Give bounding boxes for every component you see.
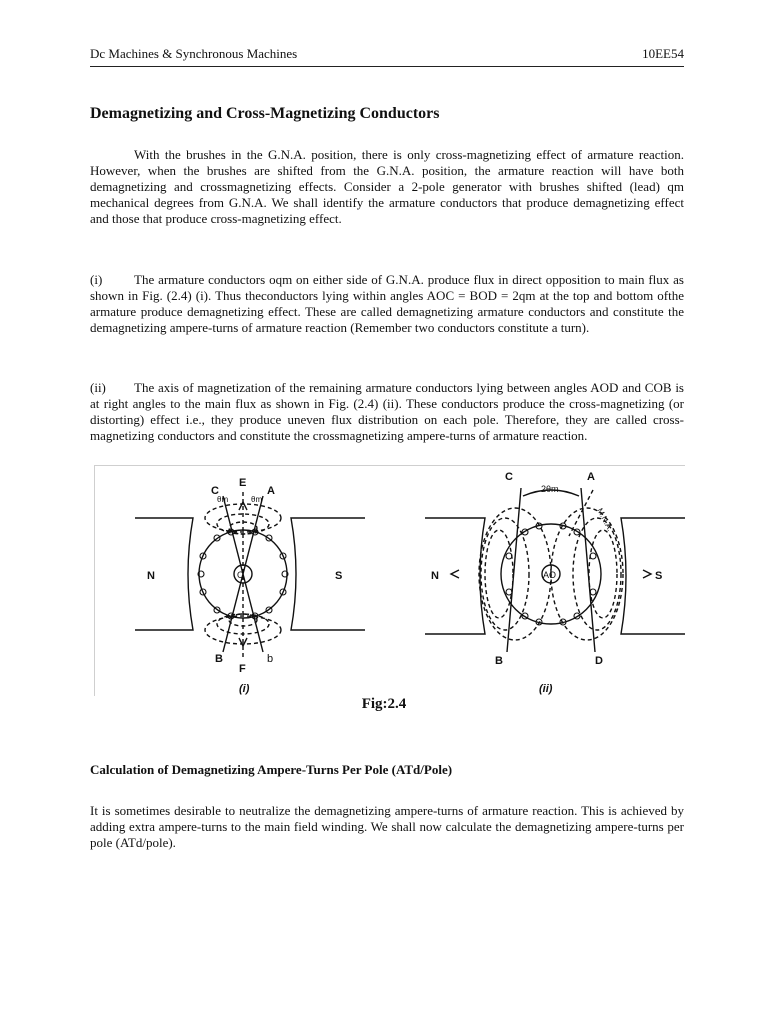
sublabel-i: (i) [239, 683, 250, 695]
figure-caption: Fig:2.4 [361, 696, 407, 712]
flux-loop-left-3 [479, 508, 551, 640]
pole-s-label-i: S [335, 570, 343, 582]
label-f-i: F [239, 663, 246, 675]
brush-axis-ad-ii [581, 488, 595, 652]
point-i-marker: (i) [90, 272, 103, 287]
pole-s-shape-ii [621, 518, 685, 634]
label-angle-ii: 2θm [541, 484, 559, 494]
pole-n-label-ii: N [431, 570, 439, 582]
point-ii-marker: (ii) [90, 380, 106, 395]
label-b-small-i: b [267, 653, 274, 665]
subsection-heading: Calculation of Demagnetizing Ampere-Turns Per Pole (ATd/Pole) [90, 762, 453, 777]
header-course-title: Dc Machines & Synchronous Machines [90, 46, 298, 61]
mna-axis-ii [569, 490, 593, 536]
point-ii-paragraph [90, 380, 684, 444]
pole-n-label-i: N [147, 570, 155, 582]
pole-s-label-ii: S [655, 570, 663, 582]
intro-paragraph: With the brushes in the G.N.A. position, there is only cross-magnetizing effect of armature reaction. However, when the brushes are shifted from the G.N.A. position, the armature reaction will have both demagnetizing and crossmagnetizing effects. Consider a 2-pole generator with brushes shifted (lead) qm mechanical degrees from G.N.A. We shall identify the armature conductors that produce demagnetizing effect and those that produce cross-magnetizing effect. [90, 147, 684, 226]
flux-arrow-left-ii [451, 570, 459, 578]
header-course-code: 10EE54 [642, 46, 684, 61]
label-b-i: B [215, 653, 223, 665]
figure-svg [95, 466, 685, 696]
label-a-ii: A [587, 471, 595, 483]
diagram-i [135, 492, 365, 658]
flux-arrow-right-ii [643, 570, 651, 578]
label-b-ii: B [495, 655, 503, 667]
label-d-ii: D [595, 655, 603, 667]
page-header [90, 46, 684, 62]
flux-loop-left-2 [481, 518, 529, 630]
label-c-i: C [211, 485, 219, 497]
label-theta-left-i: θm [217, 495, 229, 504]
header-rule [90, 66, 684, 67]
label-ao-ii: AO [543, 570, 557, 580]
point-i-paragraph [90, 272, 684, 336]
flux-loop-left-1 [485, 530, 513, 618]
flux-loop-right-1 [589, 530, 617, 618]
pole-s-shape-i [291, 518, 365, 630]
sublabel-ii: (ii) [539, 683, 553, 695]
brush-axis-cb-ii [507, 488, 521, 652]
label-theta-right-i: θm [251, 495, 263, 504]
point-i-text: The armature conductors oqm on either side of G.N.A. produce flux in direct opposition to main flux as shown in Fig. (2.4) (i). Thus theconductors lying within angles AOC = BOD = 2qm at the top and bottom ofthe armature produce demagnetizing effect. These are called demagnetizing armature conductors and constitute the demagnetizing ampere-turns of armature reaction (Remember two conductors constitute a turn). [90, 272, 684, 335]
flux-loop-bottom-2 [217, 614, 269, 634]
pole-n-shape-i [135, 518, 193, 630]
label-c-ii: C [505, 471, 513, 483]
point-ii-text: The axis of magnetization of the remaining armature conductors lying between angles AOD and COB is at right angles to the main flux as shown in Fig. (2.4) (ii). These conductors produce the cross-magnetizing (or distorting) effect i.e., they produce uneven flux distribution on each pole. Therefore, they are called cross-magnetizing conductors and constitute the crossmagnetizing ampere-turns of armature reaction. [90, 380, 684, 443]
closing-paragraph: It is sometimes desirable to neutralize the demagnetizing ampere-turns of armature reaction. This is achieved by adding extra ampere-turns to the main field winding. We shall now calculate the demagnetizing ampere-turns per pole (ATd/pole). [90, 803, 684, 850]
label-mna-ii: M.N.A. [595, 506, 615, 533]
label-e-i: E [239, 477, 247, 489]
section-title: Demagnetizing and Cross-Magnetizing Conductors [90, 105, 440, 122]
label-o-i: O [237, 570, 245, 580]
figure-2-4 [94, 465, 685, 696]
label-a-i: A [267, 485, 275, 497]
